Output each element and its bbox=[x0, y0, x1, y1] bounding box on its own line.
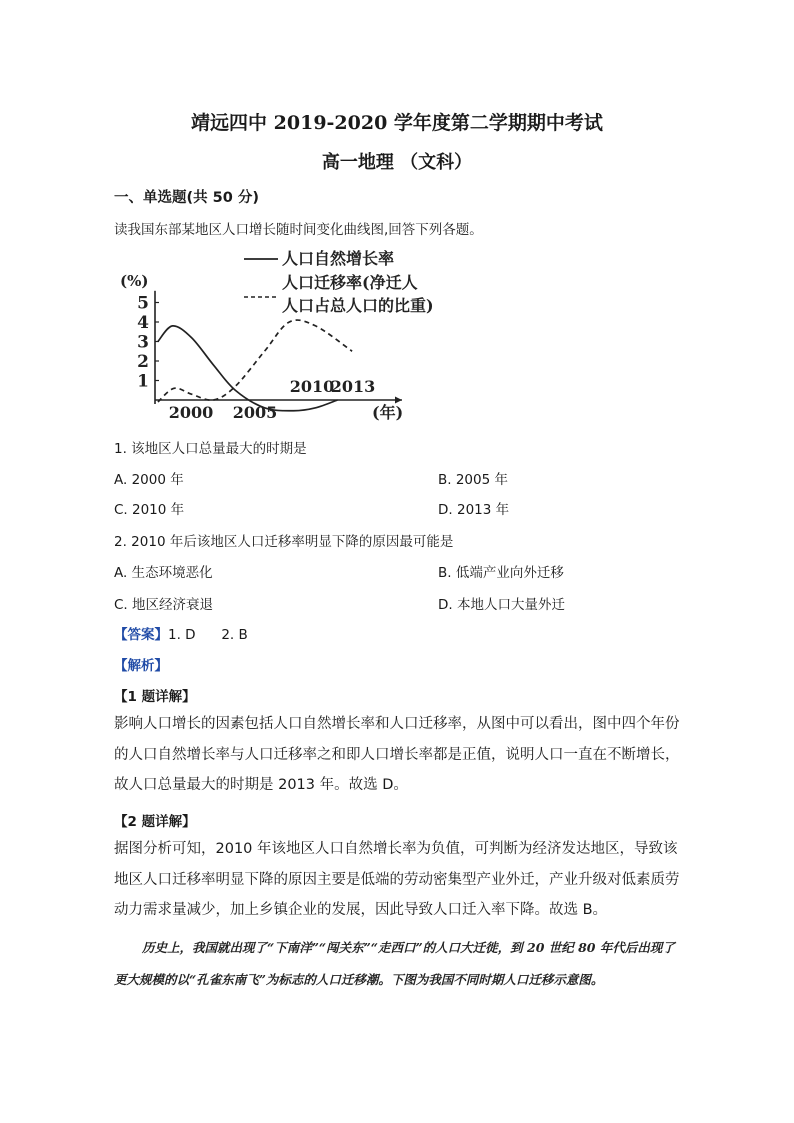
q2-option-c[interactable]: C. 地区经济衰退 bbox=[114, 597, 214, 613]
x-tick-label: 2010 bbox=[289, 377, 335, 396]
answer-tag: 【答案】 bbox=[114, 627, 168, 643]
section-heading: 一、单选题(共 50 分) bbox=[114, 190, 260, 206]
chart-svg bbox=[110, 242, 470, 430]
y-tick-label: 3 bbox=[137, 332, 149, 353]
y-tick-label: 2 bbox=[137, 352, 149, 372]
q1-option-c[interactable]: C. 2010 年 bbox=[114, 502, 185, 518]
population-growth-chart bbox=[110, 242, 470, 430]
y-tick-label: 1 bbox=[137, 371, 149, 392]
legend-solid-label: 人口自然增长率 bbox=[282, 249, 395, 268]
y-tick-label: 5 bbox=[137, 293, 149, 314]
page-subtitle: 高一地理 （文科） bbox=[321, 152, 473, 173]
chart-legend bbox=[244, 249, 434, 315]
y-axis-label: (%) bbox=[120, 272, 149, 290]
answer-text: 1. D 2. B bbox=[168, 627, 248, 643]
question-intro: 读我国东部某地区人口增长随时间变化曲线图,回答下列各题。 bbox=[114, 222, 483, 238]
q1-analysis-text: 影响人口增长的因素包括人口自然增长率和人口迁移率，从图中可以看出，图中四个年份的人口自然增长率与人口迁移率之和即人口增长率都是正值，说明人口一直在不断增长，故人口总量最大的时期是 2013 年。故选 D。 bbox=[114, 716, 680, 793]
q2-option-a[interactable]: A. 生态环境恶化 bbox=[114, 565, 213, 581]
natural-growth-rate-line bbox=[158, 326, 338, 411]
q2-analysis-tag: 【2 题详解】 bbox=[114, 814, 196, 830]
x-axis-label: (年) bbox=[372, 403, 404, 422]
legend-dashed-label-line2: 人口占总人口的比重) bbox=[282, 296, 434, 315]
q1-option-d[interactable]: D. 2013 年 bbox=[438, 502, 510, 518]
q2-option-b[interactable]: B. 低端产业向外迁移 bbox=[438, 565, 564, 581]
chart-series bbox=[158, 320, 352, 411]
q2-stem: 2. 2010 年后该地区人口迁移率明显下降的原因最可能是 bbox=[114, 534, 454, 550]
page-title: 靖远四中 2019-2020 学年度第二学期期中考试 bbox=[191, 112, 603, 134]
x-tick-label: 2013 bbox=[330, 377, 376, 396]
q1-option-a[interactable]: A. 2000 年 bbox=[114, 472, 184, 488]
q1-analysis-tag: 【1 题详解】 bbox=[114, 689, 196, 705]
analysis-tag: 【解析】 bbox=[114, 658, 168, 674]
q1-stem: 1. 该地区人口总量最大的时期是 bbox=[114, 441, 307, 457]
y-tick-label: 4 bbox=[137, 313, 149, 333]
legend-dashed-label-line1: 人口迁移率(净迁人 bbox=[282, 273, 418, 292]
x-tick-label: 2005 bbox=[232, 403, 278, 422]
q1-option-b[interactable]: B. 2005 年 bbox=[438, 472, 508, 488]
x-tick-label: 2000 bbox=[168, 403, 214, 422]
q2-option-d[interactable]: D. 本地人口大量外迁 bbox=[438, 597, 565, 613]
answer-line bbox=[114, 623, 248, 643]
next-passage: 历史上，我国就出现了“下南洋”“闯关东”“走西口”的人口大迁徙，到 20 世纪 80 年代后出现了更大规模的以“孔雀东南飞”为标志的人口迁移潮。下图为我国不同时期人口迁移示意图。 bbox=[114, 940, 675, 987]
q2-analysis-text: 据图分析可知，2010 年该地区人口自然增长率为负值，可判断为经济发达地区，导致该地区人口迁移率明显下降的原因主要是低端的劳动密集型产业外迁，产业升级对低素质劳动力需求量减少，加上乡镇企业的发展，因此导致人口迁入率下降。故选 B。 bbox=[114, 841, 680, 918]
